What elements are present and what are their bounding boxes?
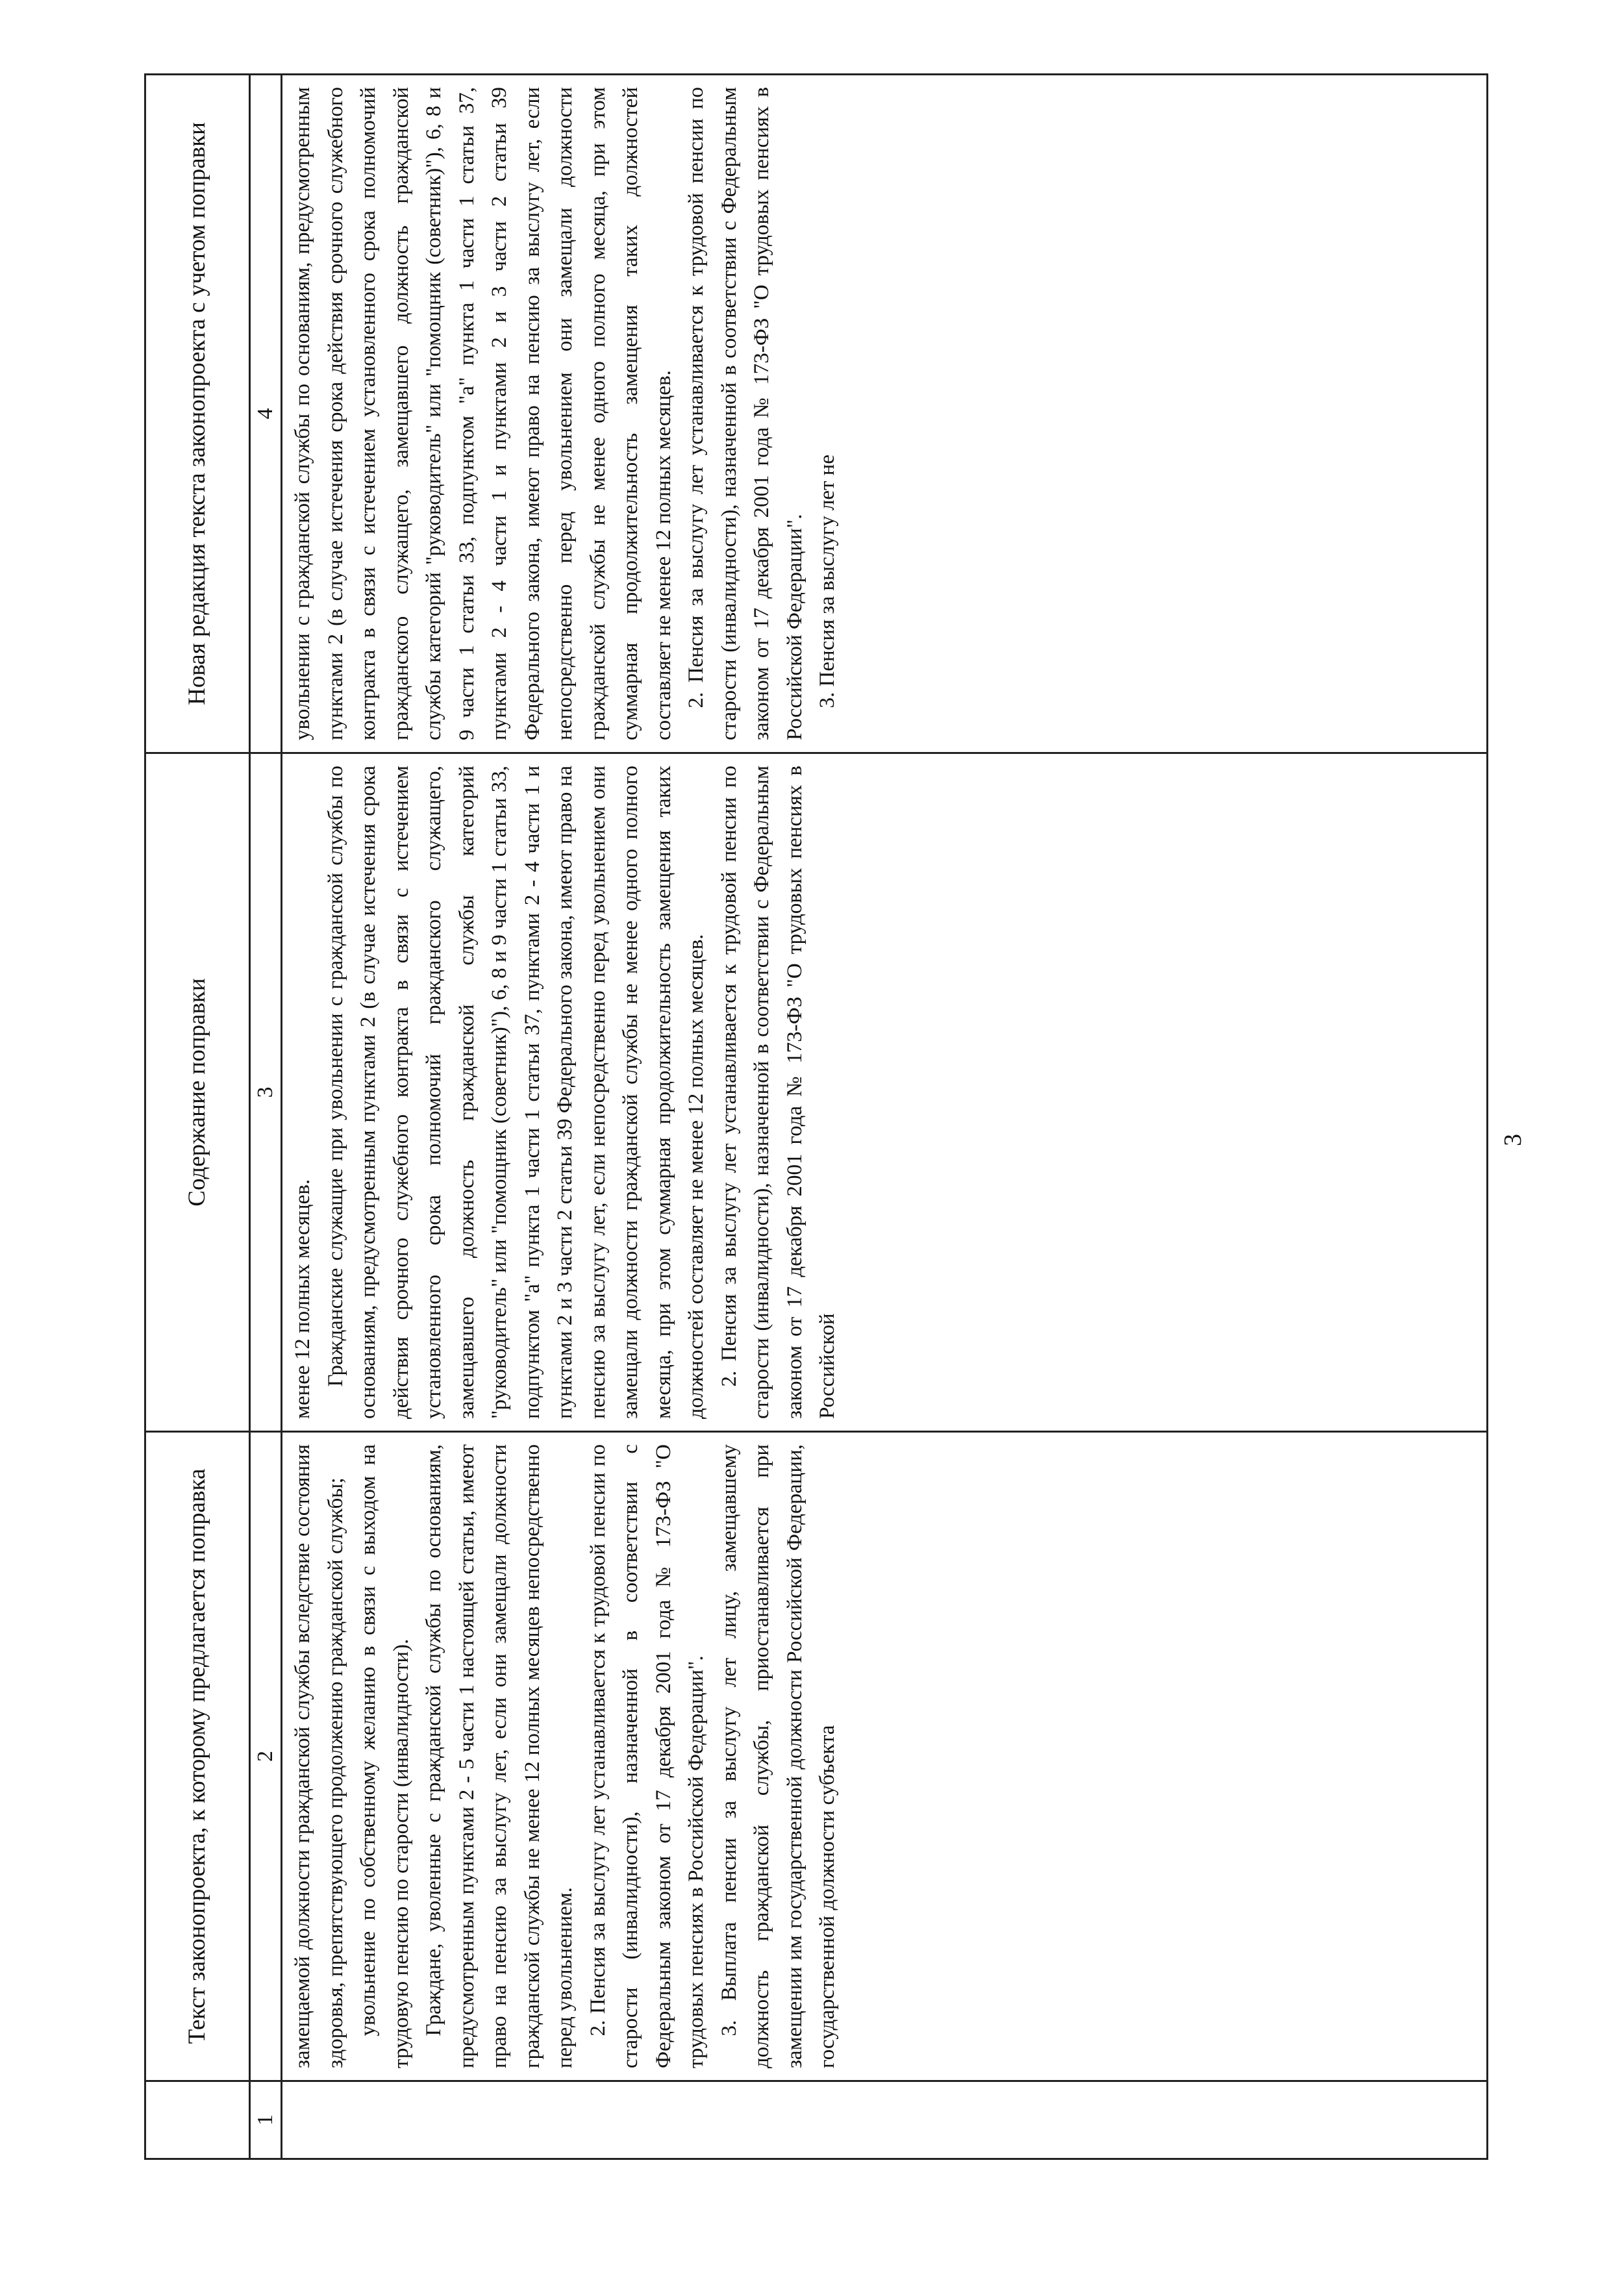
new-edition-cell [282,75,1488,753]
amendment-paragraph: Гражданские служащие при увольнении с гражданской службы по основаниям, предусмотренным пунктами 2 (в случае истечения срока действия срочного служебного контракта в связи с истечением установленного срока полномочий гражданского служащего, замещавшего должность гражданской службы категорий "руководитель" или "помощник (советник)"), 6, 8 и 9 части 1 статьи 33, подпунктом "а" пункта 1 части 1 статьи 37, пунктами 2 - 4 части 1 и пунктами 2 и 3 части 2 статьи 39 Федерального закона, имеют право на пенсию за выслугу лет, если непосредственно перед увольнением они замещали должности гражданской службы не менее одного полного месяца, при этом суммарная продолжительность замещения таких должностей составляет не менее 12 полных месяцев. [323,766,708,1419]
bill-text-paragraph: замещаемой должности гражданской службы вследствие состояния здоровья, препятствующего продолжению гражданской службы; [291,1444,347,2068]
column-number-1: 1 [250,2081,282,2159]
new-edition-paragraph: 3. Пенсия за выслугу лет не [816,454,839,708]
column-number-3: 3 [250,753,282,1432]
amendments-table [144,73,1488,2160]
bill-text-paragraph: увольнение по собственному желанию в связи с выходом на трудовую пенсию по старости (инвалидности). [356,1444,413,2068]
bill-text-paragraph: 3. Выплата пенсии за выслугу лет лицу, замещавшему должность гражданской службы, приостанавливается при замещении им государственной должности Российской Федерации, государственной должности субъекта [717,1444,839,2068]
row-number-cell [282,2081,1488,2159]
amendment-paragraph: 2. Пенсия за выслугу лет устанавливается к трудовой пенсии по старости (инвалидности), назначенной в соответствии с Федеральным законом от 17 декабря 2001 года № 173-ФЗ "О трудовых пенсиях в Российской [717,766,839,1419]
new-edition-paragraph: 2. Пенсия за выслугу лет устанавливается к трудовой пенсии по старости (инвалидности), назначенной в соответствии с Федеральным законом от 17 декабря 2001 года № 173-ФЗ "О трудовых пенсиях в Российской Федерации". [684,87,806,740]
column-number-2: 2 [250,1432,282,2081]
bill-text-cell [282,1432,1488,2081]
bill-text-paragraph: 2. Пенсия за выслугу лет устанавливается к трудовой пенсии по старости (инвалидности), назначенной в соответствии с Федеральным законом от 17 декабря 2001 года № 173-ФЗ "О трудовых пенсиях в Российской Федерации". [586,1444,708,2068]
content-row [282,75,1488,2159]
page-number: 3 [1499,1134,1527,1146]
new-edition-paragraph: увольнении с гражданской службы по основаниям, предусмотренным пунктами 2 (в случае истечения срока действия срочного служебного контракта в связи с истечением установленного срока полномочий гражданского служащего, замещавшего должность гражданской службы категорий "руководитель" или "помощник (советник)"), 6, 8 и 9 части 1 статьи 33, подпунктом "а" пункта 1 части 1 статьи 37, пунктами 2 - 4 части 1 и пунктами 2 и 3 части 2 статьи 39 Федерального закона, имеют право на пенсию за выслугу лет, если непосредственно перед увольнением они замещали должности гражданской службы не менее одного полного месяца, при этом суммарная продолжительность замещения таких должностей составляет не менее 12 полных месяцев. [291,87,675,740]
header-cell-1 [145,2081,250,2159]
column-number-row [250,75,282,2159]
amendment-paragraph: менее 12 полных месяцев. [291,1179,314,1419]
amendment-content-cell [282,753,1488,1432]
header-cell-3: Содержание поправки [145,753,250,1432]
header-cell-2: Текст законопроекта, к которому предлагается поправка [145,1432,250,2081]
header-row [145,75,250,2159]
header-cell-4: Новая редакция текста законопроекта с учетом поправки [145,75,250,753]
column-number-4: 4 [250,75,282,753]
bill-text-paragraph: Граждане, уволенные с гражданской службы по основаниям, предусмотренным пунктами 2 - 5 части 1 настоящей статьи, имеют право на пенсию за выслугу лет, если они замещали должности гражданской службы не менее 12 полных месяцев непосредственно перед увольнением. [422,1444,577,2068]
